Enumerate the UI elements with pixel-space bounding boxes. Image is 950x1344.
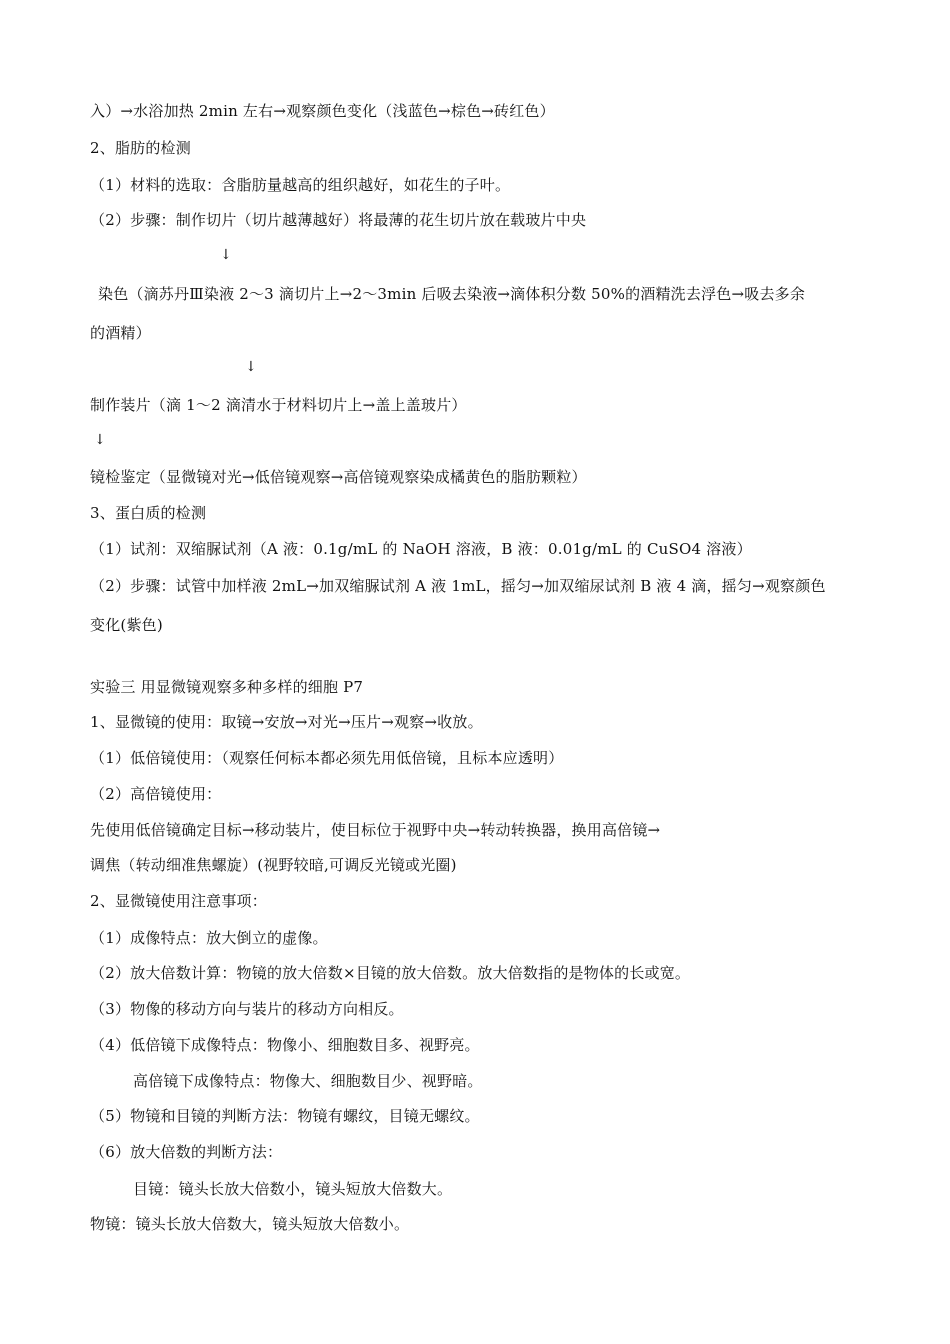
text-line: 调焦（转动细准焦螺旋）(视野较暗,可调反光镜或光圈): [90, 856, 457, 874]
text-line: 镜检鉴定（显微镜对光→低倍镜观察→高倍镜观察染成橘黄色的脂肪颗粒）: [90, 468, 587, 486]
experiment-title: 实验三 用显微镜观察多种多样的细胞 P7: [90, 678, 364, 696]
text-line: （2）步骤：试管中加样液 2mL→加双缩脲试剂 A 液 1mL，摇匀→加双缩尿试剂 B 液 4 滴，摇匀→观察颜色: [90, 577, 826, 595]
text-line: （2）放大倍数计算：物镜的放大倍数×目镜的放大倍数。放大倍数指的是物体的长或宽。: [90, 964, 691, 982]
down-arrow-icon: ↓: [94, 432, 106, 448]
text-line: （2）高倍镜使用：: [90, 785, 222, 803]
section-heading: 3、蛋白质的检测: [90, 504, 207, 522]
section-heading: 2、显微镜使用注意事项：: [90, 892, 267, 910]
text-line: （6）放大倍数的判断方法：: [90, 1143, 283, 1161]
text-line: 染色（滴苏丹Ⅲ染液 2～3 滴切片上→2～3min 后吸去染液→滴体积分数 50%的酒精洗去浮色→吸去多余: [98, 285, 806, 303]
text-line: 变化(紫色): [90, 616, 163, 634]
down-arrow-icon: ↓: [220, 247, 232, 263]
text-line: （3）物像的移动方向与装片的移动方向相反。: [90, 1000, 404, 1018]
text-line: 入）→水浴加热 2min 左右→观察颜色变化（浅蓝色→棕色→砖红色）: [90, 102, 555, 120]
text-line: （1）材料的选取：含脂肪量越高的组织越好，如花生的子叶。: [90, 176, 511, 194]
text-line: 制作装片（滴 1～2 滴清水于材料切片上→盖上盖玻片）: [90, 396, 467, 414]
text-line: 先使用低倍镜确定目标→移动装片，使目标位于视野中央→转动转换器，换用高倍镜→: [90, 821, 661, 839]
section-heading: 2、脂肪的检测: [90, 139, 191, 157]
text-line: （5）物镜和目镜的判断方法：物镜有螺纹，目镜无螺纹。: [90, 1107, 480, 1125]
text-line: （4）低倍镜下成像特点：物像小、细胞数目多、视野亮。: [90, 1036, 480, 1054]
section-heading: 1、显微镜的使用：取镜→安放→对光→压片→观察→收放。: [90, 713, 483, 731]
down-arrow-icon: ↓: [245, 359, 257, 375]
text-line: （2）步骤：制作切片（切片越薄越好）将最薄的花生切片放在载玻片中央: [90, 211, 587, 229]
text-line: 的酒精）: [90, 324, 151, 342]
text-line: （1）试剂：双缩脲试剂（A 液：0.1g/mL 的 NaOH 溶液，B 液：0.01g/mL 的 CuSO4 溶液）: [90, 540, 752, 558]
text-line: 高倍镜下成像特点：物像大、细胞数目少、视野暗。: [133, 1072, 483, 1090]
text-line: 物镜：镜头长放大倍数大，镜头短放大倍数小。: [90, 1215, 410, 1233]
text-line: （1）低倍镜使用：（观察任何标本都必须先用低倍镜，且标本应透明）: [90, 749, 564, 767]
text-line: （1）成像特点：放大倒立的虚像。: [90, 929, 328, 947]
text-line: 目镜：镜头长放大倍数小，镜头短放大倍数大。: [133, 1180, 453, 1198]
